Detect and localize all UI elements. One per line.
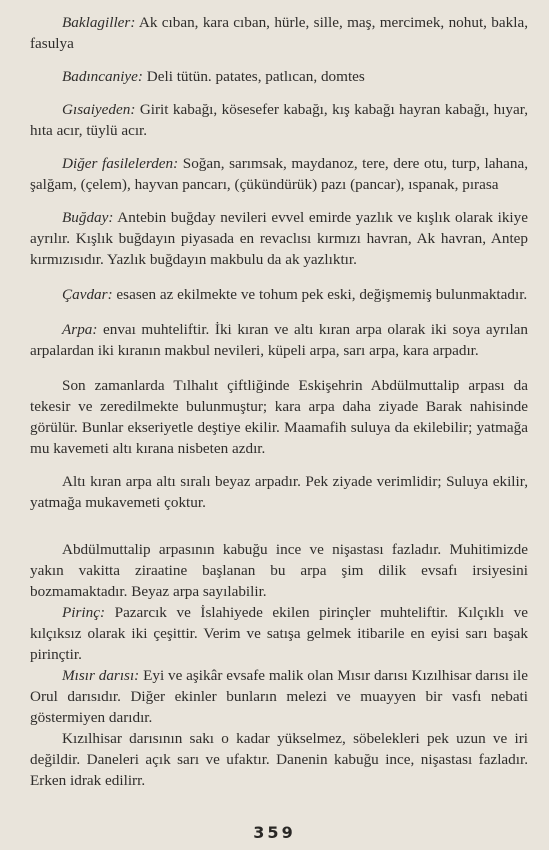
paragraph-alti-kiran xyxy=(30,471,528,513)
paragraph-misir-darisi xyxy=(30,665,528,728)
paragraph-diger-fasileler xyxy=(30,153,528,195)
paragraph-body: Girit kabağı, kösesefer kabağı, kış kabağı hayran kabağı, hıyar, hıta acır, tüylü acır. xyxy=(30,101,528,139)
lead-term: Mısır darısı: xyxy=(62,667,140,684)
paragraph-body: Kızılhisar darısının sakı o kadar yükselmez, söbelekleri pek uzun ve iri değildir. Daneleri açık sarı ve ufaktır. Danenin kabuğu ince, nişastası fazladır. Erken idrak edilirr. xyxy=(30,730,528,789)
page-text-block xyxy=(30,12,528,791)
paragraph-body: Ak cıban, kara cıban, hürle, sille, maş, mercimek, nohut, bakla, fasulya xyxy=(30,14,528,52)
lead-term: Arpa: xyxy=(62,321,98,338)
paragraph-bugday xyxy=(30,207,528,270)
paragraph-gisaiye xyxy=(30,99,528,141)
paragraph-body: Altı kıran arpa altı sıralı beyaz arpadır. Pek ziyade verimlidir; Suluya ekilir, yatmağa mukavemeti çoktur. xyxy=(30,473,528,511)
lead-term: Çavdar: xyxy=(62,286,113,303)
paragraph-abdulmuttalip xyxy=(30,539,528,602)
paragraph-baklagiller xyxy=(30,12,528,54)
page-number: 359 xyxy=(253,823,296,842)
paragraph-cavdar xyxy=(30,284,528,305)
paragraph-body: Pazarcık ve İslahiyede ekilen pirinçler muhteliftir. Kılçıklı ve kılçıksız olarak iki çeşittir. Verim ve satışa gelmek itibarile en eyisi sarı başak pirinçtir. xyxy=(30,604,528,663)
paragraph-body: esasen az ekilmekte ve tohum pek eski, değişmemiş bulunmaktadır. xyxy=(112,286,528,303)
lead-term: Gısaiyeden: xyxy=(62,101,136,118)
paragraph-arpa xyxy=(30,319,528,361)
lead-term: Baklagiller: xyxy=(62,14,136,31)
paragraph-body: Eyi ve aşikâr evsafe malik olan Mısır darısı Kızılhisar darısı ile Orul darısıdır. Diğer ekinler bunların melezi ve muayyen bir vasfı nebati göstermiyen darıdır. xyxy=(30,667,528,726)
paragraph-body: Deli tütün. patates, patlıcan, domtes xyxy=(142,68,365,85)
paragraph-body: Soğan, sarımsak, maydanoz, tere, dere otu, turp, lahana, şalğam, (çelem), hayvan pancarı, (çükündürük) pazı (pancar), ıspanak, pırasa xyxy=(30,155,528,193)
lead-term: Pirinç: xyxy=(62,604,106,621)
lead-term: Diğer fasilelerden: xyxy=(62,155,179,172)
paragraph-pirinc xyxy=(30,602,528,665)
paragraph-body: envaı muhteliftir. İki kıran ve altı kıran arpa olarak iki soya ayrılan arpalardan iki kıranın makbul nevileri, küpeli arpa, sarı arpa, kara arpadır. xyxy=(30,321,528,359)
paragraph-body: Abdülmuttalip arpasının kabuğu ince ve nişastası fazladır. Muhitimizde yakın vakitta ziraatine başlanan bu arpa şim dilik evsafı irsiyesini bozmamaktadır. Beyaz arpa sayılabilir. xyxy=(30,541,528,600)
lead-term: Buğday: xyxy=(62,209,114,226)
paragraph-body: Antebin buğday nevileri evvel emirde yazlık ve kışlık olarak ikiye ayrılır. Kışlık buğdayın piyasada en revaclısı kırmızı havran, Ak havran, Antep kırmızısıdır. Yazlık buğdayın makbulu da ak yazlıktır. xyxy=(30,209,528,268)
paragraph-kizilhisar xyxy=(30,728,528,791)
paragraph-badincaniye xyxy=(30,66,528,87)
paragraph-body: Son zamanlarda Tılhalıt çiftliğinde Eskişehrin Abdülmuttalip arpası da tekesir ve zeredilmekte bulunmuştur; kara arpa daha ziyade Barak nahisinde görülür. Bunlar ekseriyetle deştiye ekilir. Maamafih suluya da ekilebilir; yatmağa mu kavemeti altı kırana nisbeten azdır. xyxy=(30,377,528,457)
lead-term: Badıncaniye: xyxy=(62,68,143,85)
paragraph-son-zamanlarda xyxy=(30,375,528,459)
